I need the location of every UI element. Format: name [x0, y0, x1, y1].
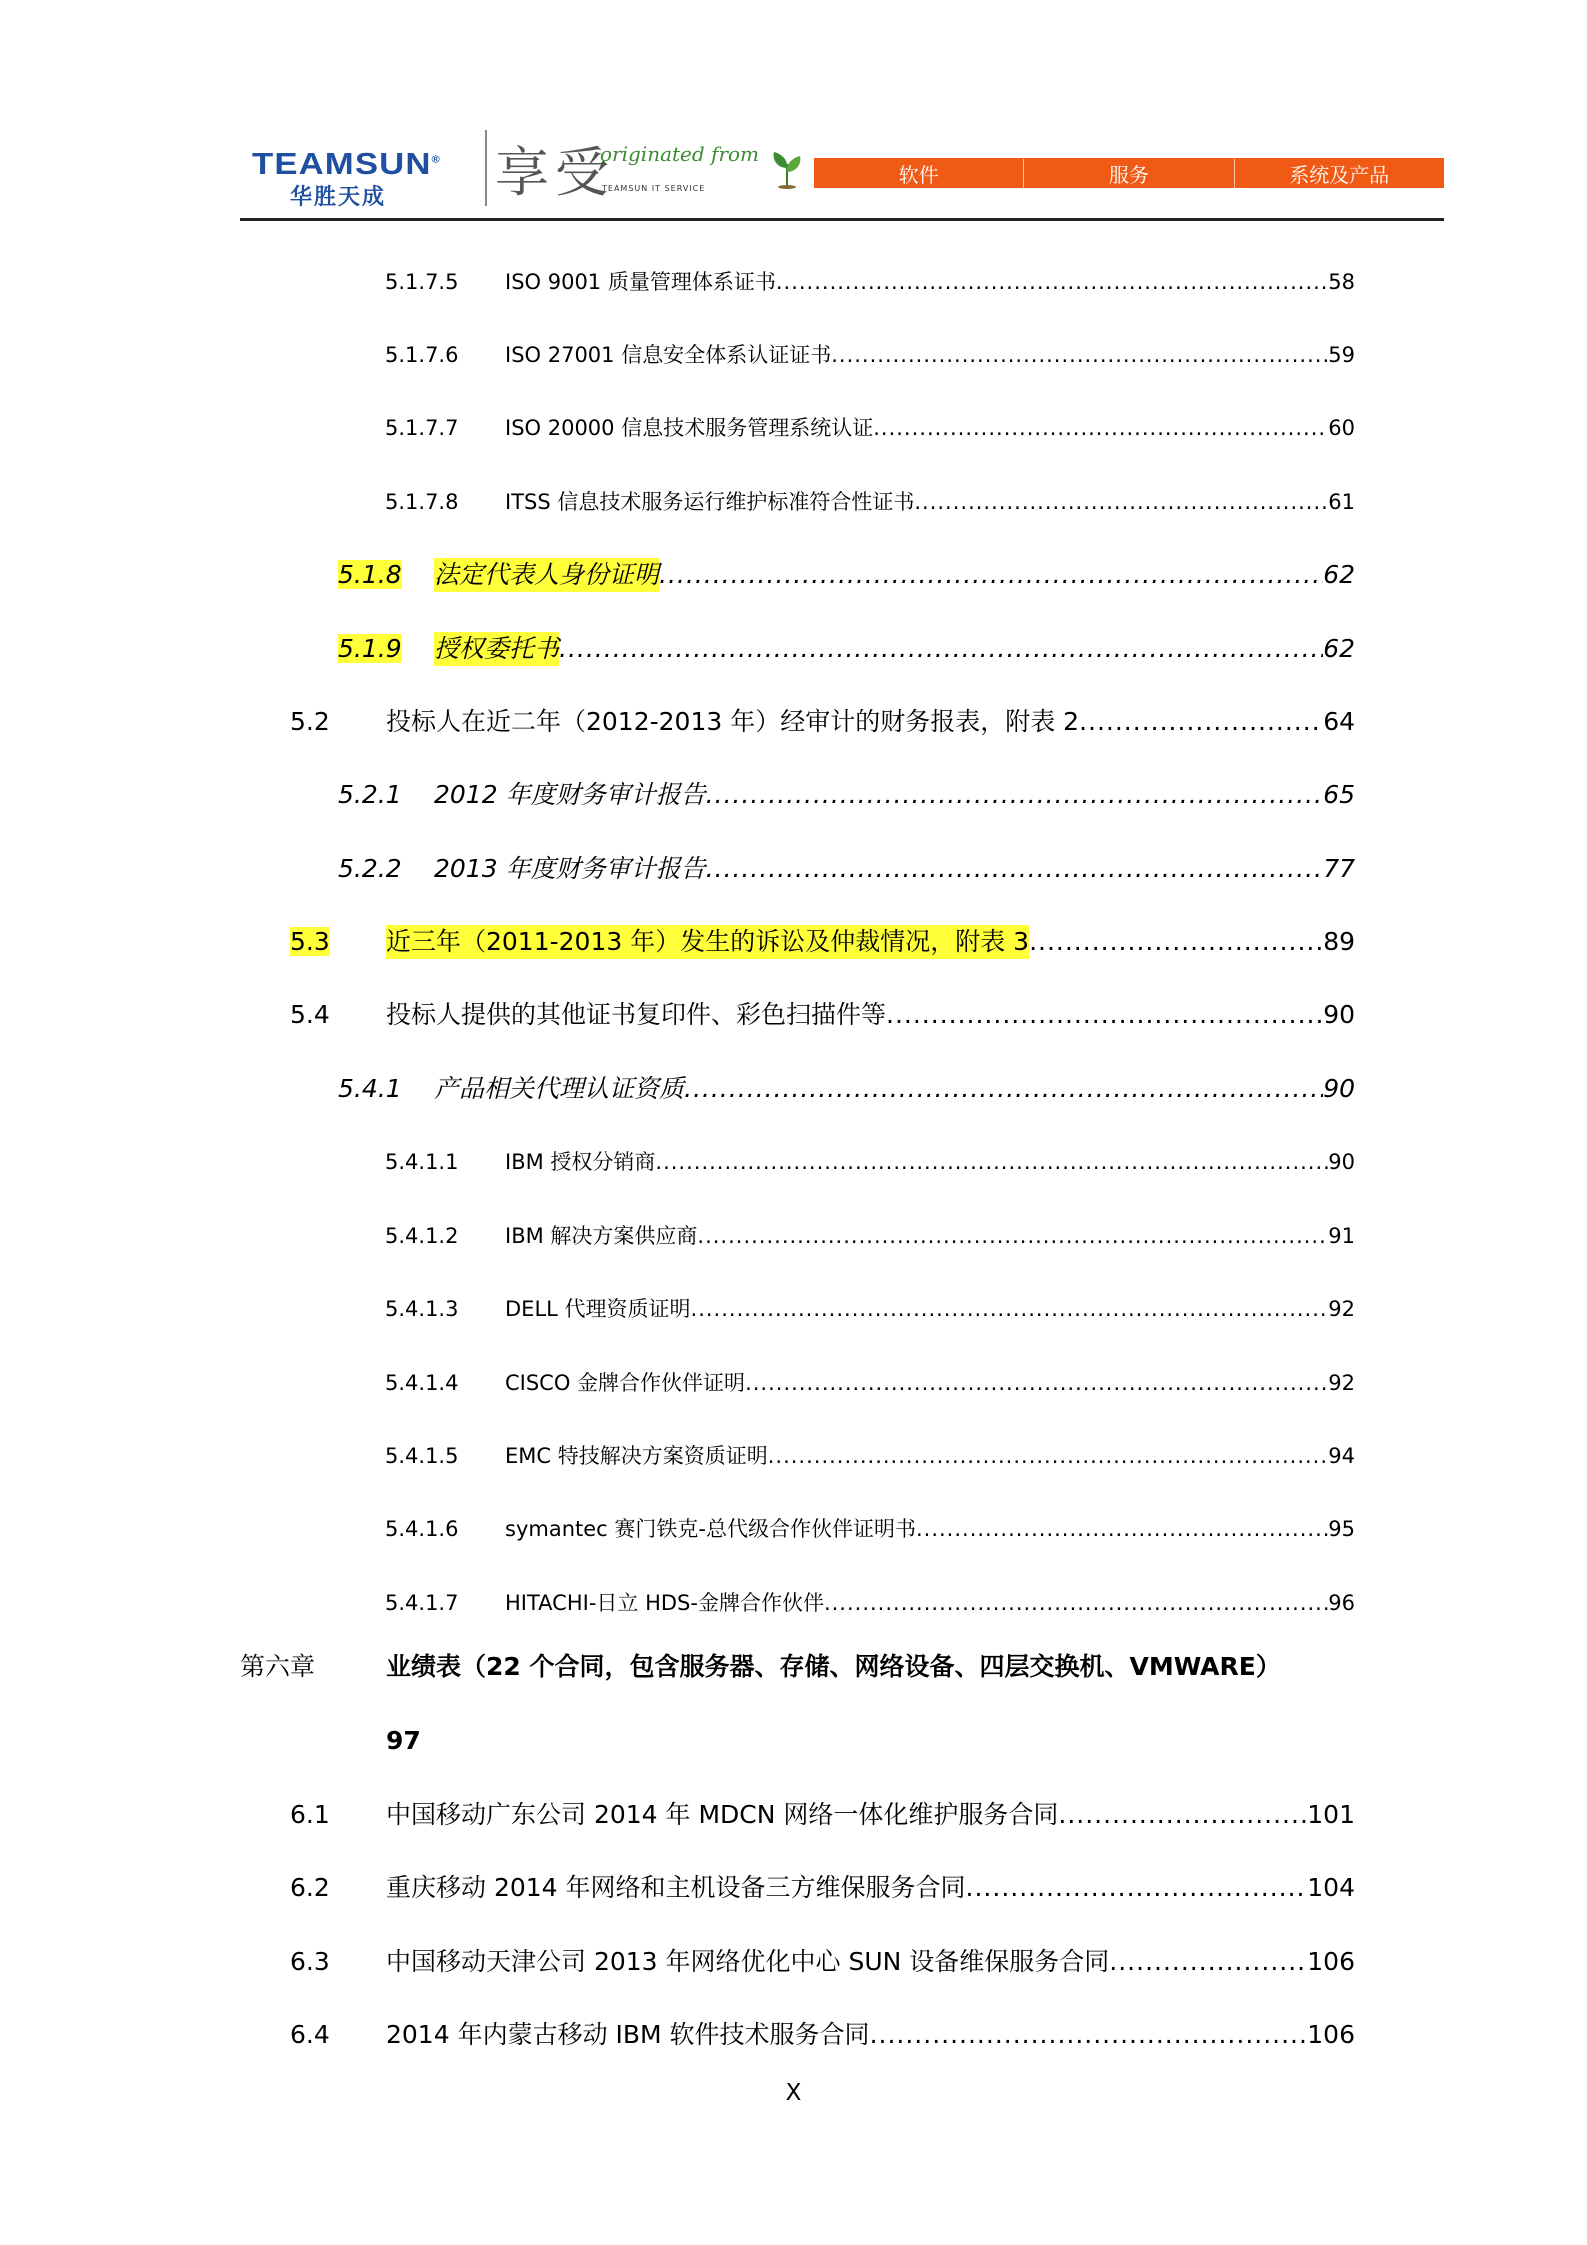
toc-entry[interactable]: 5.4 投标人提供的其他证书复印件、彩色扫描件等 ..... 90 — [290, 998, 1355, 1032]
nav-software: 软件 — [814, 159, 1024, 188]
toc-entry[interactable]: 6.1 中国移动广东公司 2014 年 MDCN 网络一体化维护服务合同 ..... 101 — [290, 1798, 1355, 1832]
toc-entry[interactable]: 5.1.7.7 ISO 20000 信息技术服务管理系统认证 ..... 60 — [385, 411, 1355, 445]
brand-slogan: 享受 — [495, 141, 615, 204]
toc-entry[interactable]: 5.4.1.5 EMC 特技解决方案资质证明 ..... 94 — [385, 1439, 1355, 1473]
company-logo-cn: 华胜天成 — [290, 185, 387, 210]
toc-entry[interactable]: 5.2.1 2012 年度财务审计报告 ..... 65 — [338, 778, 1355, 812]
toc-entry-highlighted[interactable]: 5.1.9 授权委托书 ..... 62 — [338, 632, 1355, 666]
company-logo: TEAMSUN® — [252, 146, 441, 181]
toc-entry[interactable]: 5.2.2 2013 年度财务审计报告 ..... 77 — [338, 852, 1355, 886]
header-nav-bar — [814, 158, 1444, 188]
toc-entry[interactable]: 5.1.7.5 ISO 9001 质量管理体系证书 ..... 58 — [385, 265, 1355, 299]
header-rule — [240, 218, 1444, 221]
toc-entry[interactable]: 6.4 2014 年内蒙古移动 IBM 软件技术服务合同 ..... 106 — [290, 2018, 1355, 2052]
toc-entry[interactable]: 5.4.1.1 IBM 授权分销商 ..... 90 — [385, 1145, 1355, 1179]
header-divider — [485, 130, 487, 206]
toc-entry[interactable]: 6.3 中国移动天津公司 2013 年网络优化中心 SUN 设备维保服务合同 ..... 106 — [290, 1945, 1355, 1979]
nav-products: 系统及产品 — [1289, 162, 1390, 187]
nav-service: 服务 — [1024, 159, 1234, 188]
toc-entry-highlighted[interactable]: 5.1.8 法定代表人身份证明 ..... 62 — [338, 558, 1355, 592]
toc-entry[interactable]: 5.4.1.6 symantec 赛门铁克-总代级合作伙伴证明书 ..... 95 — [385, 1512, 1355, 1546]
toc-entry[interactable]: 5.4.1.3 DELL 代理资质证明 ..... 92 — [385, 1292, 1355, 1326]
toc-entry[interactable]: 5.1.7.6 ISO 27001 信息安全体系认证证书 ..... 59 — [385, 338, 1355, 372]
toc-entry[interactable]: 5.4.1 产品相关代理认证资质 ..... 90 — [338, 1072, 1355, 1106]
toc-entry[interactable]: 5.4.1.4 CISCO 金牌合作伙伴证明 ..... 92 — [385, 1366, 1355, 1400]
toc-entry[interactable]: 5.4.1.7 HITACHI-日立 HDS-金牌合作伙伴 ..... 96 — [385, 1586, 1355, 1620]
toc-entry[interactable]: 5.1.7.8 ITSS 信息技术服务运行维护标准符合性证书 ..... 61 — [385, 485, 1355, 519]
toc-entry[interactable]: 6.2 重庆移动 2014 年网络和主机设备三方维保服务合同 ..... 104 — [290, 1871, 1355, 1905]
leaf-icon — [770, 150, 804, 190]
toc-entry-highlighted[interactable]: 5.3 近三年（2011-2013 年）发生的诉讼及仲裁情况，附表 3 ..... 89 — [290, 925, 1355, 959]
originated-text: originated from — [600, 142, 760, 166]
page-header — [240, 130, 1444, 220]
toc-entry[interactable]: 5.4.1.2 IBM 解决方案供应商 ..... 91 — [385, 1219, 1355, 1253]
toc-entry[interactable]: 5.2 投标人在近二年（2012-2013 年）经审计的财务报表，附表 2 ..... 64 — [290, 705, 1355, 739]
originated-sub: TEAMSUN IT SERVICE — [602, 184, 706, 193]
page-number: X — [785, 2080, 802, 2106]
